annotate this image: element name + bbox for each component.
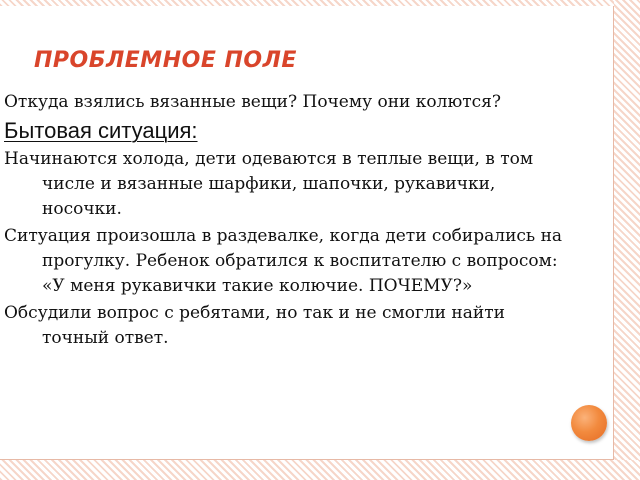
situation-subheading: Бытовая ситуация:	[4, 118, 198, 143]
question-paragraph: Откуда взялись вязанные вещи? Почему они колются?	[4, 92, 502, 112]
decorative-border-right	[614, 0, 640, 480]
orange-circle-icon	[571, 405, 607, 441]
paragraph-1: Начинаются холода, дети одеваются в теплые вещи, в том числе и вязанные шарфики, шапочки, рукавички, носочки.	[4, 149, 534, 219]
content-panel	[0, 6, 614, 460]
paragraph-2: Ситуация произошла в раздевалке, когда дети собирались на прогулку. Ребенок обратился к воспитателю с вопросом: «У меня рукавички такие колючие. ПОЧЕМУ?»	[4, 226, 563, 296]
paragraph-3: Обсудили вопрос с ребятами, но так и не смогли найти точный ответ.	[4, 303, 505, 348]
slide-body	[4, 90, 564, 353]
decorative-border-bottom	[0, 460, 640, 480]
slide-title: ПРОБЛЕМНОЕ ПОЛЕ	[34, 48, 297, 73]
